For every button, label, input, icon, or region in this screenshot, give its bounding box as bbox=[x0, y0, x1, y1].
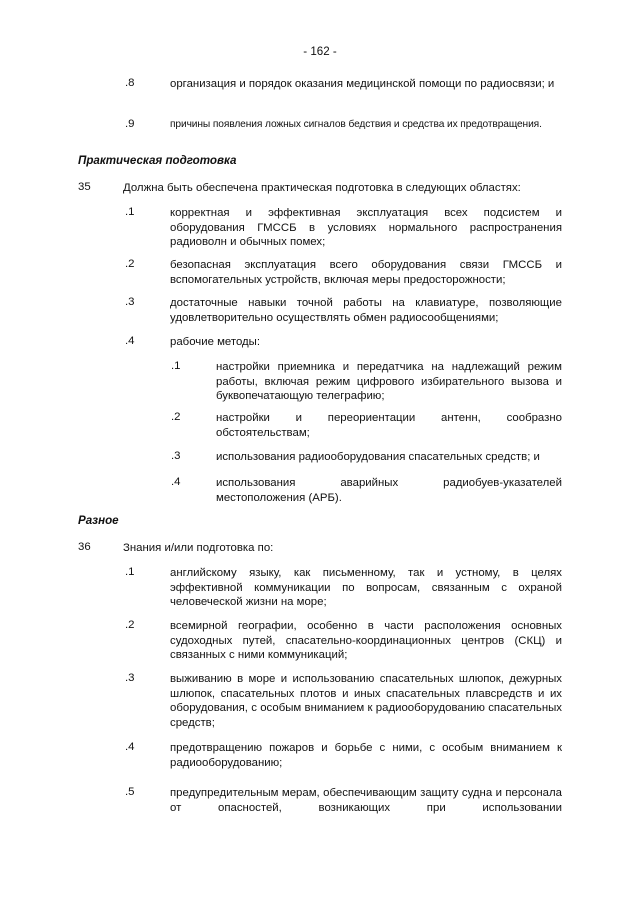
item-text: причины появления ложных сигналов бедствия и средства их предотвращения. bbox=[170, 119, 542, 130]
item-text: достаточные навыки точной работы на клавиатуре, позволяющие удовлетворительно осуществлять обмен радиосообщениями; bbox=[170, 297, 562, 324]
subitem-number: .4 bbox=[171, 476, 181, 488]
paragraph-number: 35 bbox=[78, 181, 91, 193]
paragraph-number: 36 bbox=[78, 541, 91, 553]
section-heading: Разное bbox=[78, 514, 119, 527]
item-text: английскому языку, как письменному, так и устному, в целях эффективной коммуникации по вопросам, связанным с охраной человеческой жизни на море; bbox=[170, 567, 562, 609]
item-number: .1 bbox=[125, 566, 135, 578]
subitem-text: настройки и переориентации антенн, сообразно обстоятельствам; bbox=[216, 412, 562, 439]
subitem-number: .3 bbox=[171, 450, 181, 462]
item-text: рабочие методы: bbox=[170, 336, 261, 348]
item-text: выживанию в море и использованию спасательных шлюпок, дежурных шлюпок, спасательных плотов и иных спасательных плавсредств и их оборудования, с особым вниманием к радиооборудованию спасательных средств; bbox=[170, 673, 562, 729]
item-number: .3 bbox=[125, 672, 135, 684]
item-number: .4 bbox=[125, 741, 135, 753]
page-number: - 162 - bbox=[303, 45, 337, 58]
item-text: всемирной географии, особенно в части расположения основных судоходных путей, спасательно-координационных центров (СКЦ) и связанных с ними коммуникаций; bbox=[170, 620, 562, 662]
subitem-text: настройки приемника и передатчика на надлежащий режим работы, включая режим цифрового избирательного вызова и буквопечатающую телеграфию; bbox=[216, 361, 562, 403]
item-text: безопасная эксплуатация всего оборудования связи ГМССБ и вспомогательных устройств, включая меры предосторожности; bbox=[170, 259, 562, 286]
item-text: предупредительным мерам, обеспечивающим защиту судна и персонала от опасностей, возникающих при использовании bbox=[170, 787, 562, 814]
item-number: .4 bbox=[125, 335, 135, 347]
subitem-number: .1 bbox=[171, 360, 181, 372]
item-text: организация и порядок оказания медицинской помощи по радиосвязи; и bbox=[170, 78, 555, 90]
paragraph-text: Знания и/или подготовка по: bbox=[123, 542, 274, 554]
item-number: .8 bbox=[125, 77, 135, 89]
item-number: .9 bbox=[125, 118, 135, 130]
item-number: .5 bbox=[125, 786, 135, 798]
subitem-number: .2 bbox=[171, 411, 181, 423]
item-text: корректная и эффективная эксплуатация всех подсистем и оборудования ГМССБ в условиях нормального распространения радиоволн и обычных помех; bbox=[170, 207, 562, 249]
item-number: .2 bbox=[125, 258, 135, 270]
paragraph-text: Должна быть обеспечена практическая подготовка в следующих областях: bbox=[123, 182, 521, 194]
item-number: .1 bbox=[125, 206, 135, 218]
item-number: .3 bbox=[125, 296, 135, 308]
subitem-text: использования радиооборудования спасательных средств; и bbox=[216, 451, 540, 463]
subitem-text: использования аварийных радиобуев-указателей местоположения (АРБ). bbox=[216, 477, 562, 504]
item-number: .2 bbox=[125, 619, 135, 631]
section-heading: Практическая подготовка bbox=[78, 154, 237, 167]
item-text: предотвращению пожаров и борьбе с ними, с особым вниманием к радиооборудованию; bbox=[170, 742, 562, 769]
